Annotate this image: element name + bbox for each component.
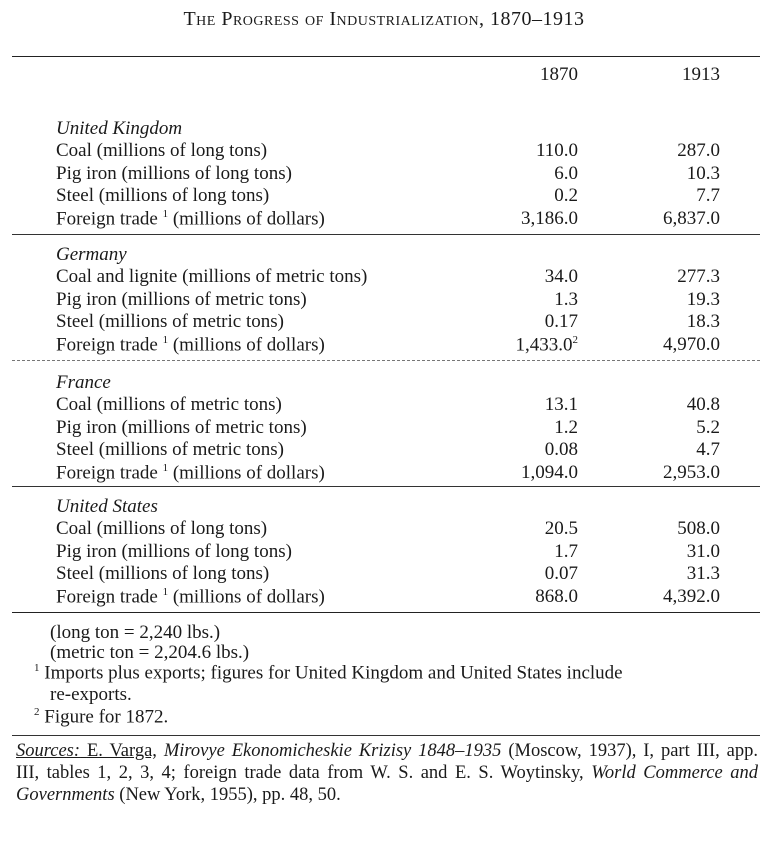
value-1913: 19.3	[686, 288, 720, 310]
value-1913: 4,970.0	[663, 333, 720, 355]
row-label: Pig iron (millions of long tons)	[56, 540, 292, 562]
value-1913: 18.3	[686, 311, 720, 332]
footnote-ref: 1	[162, 585, 169, 598]
source-work-1: Mirovye Ekonomicheskie Krizisy 1848–1935	[163, 741, 502, 761]
value-1913: 40.8	[686, 394, 720, 415]
row-label: Coal (millions of long tons)	[56, 518, 268, 539]
value-1913: 7.7	[696, 185, 720, 206]
value-1870: 6.0	[554, 162, 578, 184]
value-1913: 6,837.0	[663, 207, 720, 229]
row-label: Coal (millions of long tons)	[56, 140, 268, 161]
footnote-ref: 1	[162, 207, 169, 220]
table-row	[0, 563, 768, 585]
row-label: Foreign trade $^1$ (millions of dollars)	[56, 207, 325, 229]
value-1870: 1.2	[554, 416, 578, 438]
row-label: Foreign trade $^1$ (millions of dollars)	[56, 333, 325, 355]
value-1913: 2,953.0	[663, 461, 720, 483]
section-separator	[12, 234, 760, 235]
footnote-1-text: Imports plus exports; figures for United Kingdom and United States include	[44, 662, 623, 684]
footnote-2-text: Figure for 1872.	[44, 706, 169, 728]
table-row	[0, 417, 768, 439]
section-separator	[12, 360, 760, 361]
row-label: Steel (millions of metric tons)	[56, 439, 284, 460]
value-1870: 0.17	[544, 311, 578, 332]
footnote-2	[34, 706, 168, 728]
table-row	[0, 394, 768, 416]
value-1870: 1.3	[554, 288, 578, 310]
footnote-2-mark: 2	[34, 706, 40, 718]
value-1913: 5.2	[696, 416, 720, 438]
note-metric-ton: (metric ton = 2,204.6 lbs.)	[50, 642, 250, 663]
value-1913: 287.0	[677, 140, 720, 161]
value-1870: 1.7	[554, 540, 578, 562]
value-1913: 4.7	[696, 439, 720, 460]
footnote-1	[34, 662, 623, 684]
country-heading: France	[56, 372, 111, 393]
value-1913: 31.3	[686, 563, 720, 584]
footnote-ref: 1	[162, 333, 169, 346]
value-1870: 0.08	[544, 439, 578, 460]
footnote-ref: 1	[162, 461, 169, 474]
table-row	[0, 311, 768, 333]
value-1870: 3,186.0	[521, 207, 578, 229]
source-detail-1: (Moscow, 1937), I, part III, app. III, tables 1, 2, 3, 4; foreign trade data from W. S. and E. S. Woytinsky,	[16, 741, 759, 783]
table-row	[0, 541, 768, 563]
value-1870: 868.0	[535, 585, 578, 607]
row-label: Steel (millions of metric tons)	[56, 311, 284, 332]
value-1913: 277.3	[677, 266, 720, 287]
value-1870: 34.0	[544, 266, 578, 287]
table-row	[0, 462, 768, 484]
sources-label: Sources: E. Varga,	[16, 741, 157, 761]
source-detail-2: (New York, 1955), pp. 48, 50.	[119, 785, 341, 805]
section-separator	[12, 486, 760, 487]
table-row	[0, 289, 768, 311]
value-1913: 31.0	[686, 540, 720, 562]
table-row	[0, 163, 768, 185]
table-row	[0, 266, 768, 288]
row-label: Foreign trade $^1$ (millions of dollars)	[56, 461, 325, 483]
row-label: Steel (millions of long tons)	[56, 563, 270, 584]
note-long-ton: (long ton = 2,240 lbs.)	[50, 622, 221, 643]
sources-rule	[12, 735, 760, 736]
value-1870: 13.1	[544, 394, 578, 415]
column-header-1913: 1913	[682, 64, 720, 85]
value-1870: 0.07	[544, 563, 578, 584]
table-row	[0, 586, 768, 608]
row-label: Steel (millions of long tons)	[56, 185, 270, 206]
sources-paragraph	[16, 740, 758, 806]
table-bottom-rule	[12, 612, 760, 613]
country-heading: Germany	[56, 244, 127, 265]
footnote-ref: 2	[572, 333, 578, 346]
row-label: Coal (millions of metric tons)	[56, 394, 282, 415]
table-row	[0, 185, 768, 207]
row-label: Pig iron (millions of metric tons)	[56, 288, 307, 310]
table-title: The Progress of Industrialization, 1870–1913	[183, 8, 585, 30]
value-1913: 10.3	[686, 162, 720, 184]
column-header-1870: 1870	[540, 64, 578, 85]
value-1870: 1,094.0	[521, 461, 578, 483]
value-1870: 20.5	[544, 518, 578, 539]
table-row	[0, 140, 768, 162]
country-heading: United States	[56, 496, 158, 517]
row-label: Pig iron (millions of metric tons)	[56, 416, 307, 438]
row-label: Coal and lignite (millions of metric tons)	[56, 266, 368, 287]
value-1913: 508.0	[677, 518, 720, 539]
value-1870: 0.2	[554, 185, 578, 206]
table-row	[0, 334, 768, 356]
top-rule	[12, 56, 760, 57]
footnote-1-continued: re-exports.	[50, 684, 132, 705]
source-work-2: World Commerce and Governments	[16, 763, 758, 805]
row-label: Pig iron (millions of long tons)	[56, 162, 292, 184]
footnote-1-mark: 1	[34, 662, 40, 674]
value-1870: 110.0	[535, 140, 578, 161]
table-row	[0, 208, 768, 230]
table-row	[0, 518, 768, 540]
value-1913: 4,392.0	[663, 585, 720, 607]
table-row	[0, 439, 768, 461]
row-label: Foreign trade $^1$ (millions of dollars)	[56, 585, 325, 607]
value-1870: 1,433.0$^2$	[515, 333, 578, 355]
country-heading: United Kingdom	[56, 118, 183, 139]
